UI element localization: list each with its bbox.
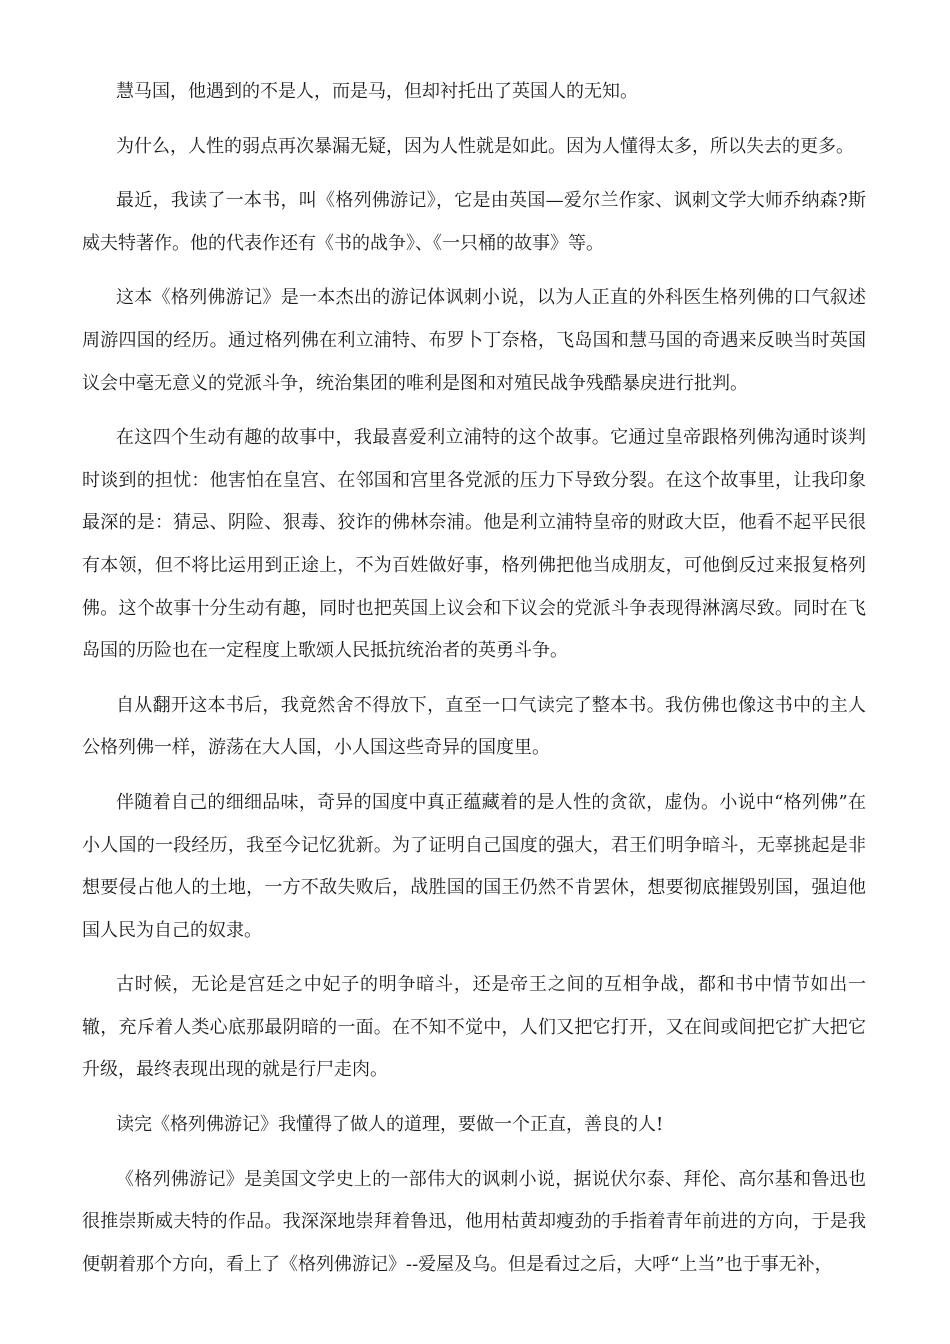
paragraph-2: 为什么，人性的弱点再次暴漏无疑，因为人性就是如此。因为人懂得太多，所以失去的更多。 <box>116 135 854 157</box>
paragraph-4: 这本《格列佛游记》是一本杰出的游记体讽刺小说，以为人正直的外科医生格列佛的口气叙述周游四国的经历。通过格列佛在利立浦特、布罗卜丁奈格，飞岛国和慧马国的奇遇来反映当时英国议会中毫无意义的党派斗争，统治集团的唯利是图和对殖民战争残酷暴戾进行批判。 <box>82 287 866 394</box>
paragraph-8: 古时候，无论是宫廷之中妃子的明争暗斗，还是帝王之间的互相争战，都和书中情节如出一辙，充斥着人类心底那最阴暗的一面。在不知不觉中，人们又把它打开，又在间或间把它扩大把它升级，最终表现出现的就是行尸走肉。 <box>82 974 866 1081</box>
document-body <box>82 71 866 1298</box>
paragraph-5: 在这四个生动有趣的故事中，我最喜爱利立浦特的这个故事。它通过皇帝跟格列佛沟通时谈判时谈到的担忧：他害怕在皇宫、在邻国和宫里各党派的压力下导致分裂。在这个故事里，让我印象最深的是：猜忌、阴险、狠毒、狡诈的佛林奈浦。他是利立浦特皇帝的财政大臣，他看不起平民很有本领，但不将比运用到正途上，不为百姓做好事，格列佛把他当成朋友，可他倒反过来报复格列佛。这个故事十分生动有趣，同时也把英国上议会和下议会的党派斗争表现得淋漓尽致。同时在飞岛国的历险也在一定程度上歌颂人民抵抗统治者的英勇斗争。 <box>82 427 866 662</box>
paragraph-1: 慧马国，他遇到的不是人，而是马，但却衬托出了英国人的无知。 <box>116 81 638 102</box>
paragraph-3: 最近，我读了一本书，叫《格列佛游记》，它是由英国—爱尔兰作家、讽刺文学大师乔纳森?斯威夫特著作。他的代表作还有《书的战争》、《一只桶的故事》等。 <box>82 190 866 254</box>
paragraph-6: 自从翻开这本书后，我竟然舍不得放下，直至一口气读完了整本书。我仿佛也像这书中的主人公格列佛一样，游荡在大人国，小人国这些奇异的国度里。 <box>82 694 866 759</box>
paragraph-9: 读完《格列佛游记》我懂得了做人的道理，要做一个正直，善良的人! <box>116 1114 664 1136</box>
paragraph-10: 《格列佛游记》是美国文学史上的一部伟大的讽刺小说，据说伏尔泰、拜伦、高尔基和鲁迅也很推崇斯威夫特的作品。我深深地崇拜着鲁迅，他用枯黄却瘦劲的手指着青年前进的方向，于是我便朝着那个方向，看上了《格列佛游记》--爱屋及乌。但是看过之后，大呼“上当”也于事无补， <box>82 1168 866 1275</box>
paragraph-7: 伴随着自己的细细品味，奇异的国度中真正蕴藏着的是人性的贪欲，虚伪。小说中“格列佛”在小人国的一段经历，我至今记忆犹新。为了证明自己国度的强大，君王们明争暗斗，无辜挑起是非想要侵占他人的土地，一方不敌失败后，战胜国的国王仍然不肯罢休，想要彻底摧毁别国，强迫他国人民为自己的奴隶。 <box>82 791 866 941</box>
